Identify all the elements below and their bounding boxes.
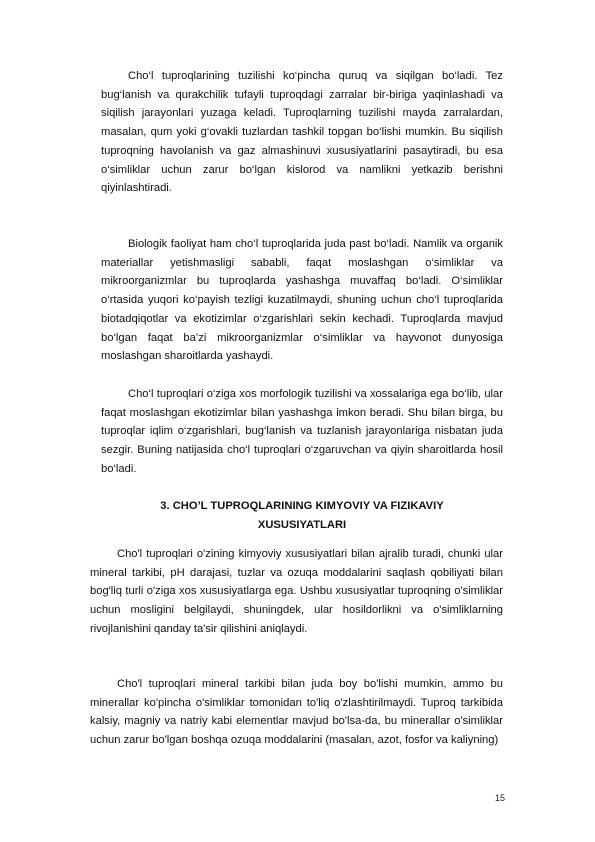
section-heading-line-2: XUSUSIYATLARI [257,518,347,531]
paragraph-morphology-summary: Cho‘l tuproqlari o‘ziga xos morfologik tuzilishi va xossalariga ega bo‘lib, ular faqat moslashgan ekotizimlar bilan yashashga imkon beradi. Shu bilan birga, bu tuproqlar iqlim o‘zgarishlari, bug‘lanish va tuzlanish jarayonlariga nisbatan juda sezgir. Buning natijasida cho‘l tuproqlari o‘zgaruvchan va qiyin sharoitlarda hosil bo‘ladi. [101,388,503,475]
paragraph-mineral-composition: Cho'l tuproqlari mineral tarkibi bilan juda boy bo'lishi mumkin, ammo bu minerallar ko'pincha o'simliklar tomonidan to'liq o'zlashtirilmaydi. Tuproq tarkibida kalsiy, magniy va natriy kabi elementlar mavjud bo'lsa-da, bu minerallar o'simliklar uchun zarur bo'lgan boshqa ozuqa moddalarini (masalan, azot, fosfor va kaliyning) [90,678,503,747]
paragraph-soil-structure: Cho‘l tuproqlarining tuzilishi ko‘pincha quruq va siqilgan bo‘ladi. Tez bug‘lanish va qurakchilik tufayli tuproqdagi zarralar bir-biriga yaqinlashadi va siqilish jarayonlari yuzaga keladi. Tuproqlarning tuzilishi mayda zarralardan, masalan, qum yoki g‘ovakli tuzlardan tashkil topgan bo‘lishi mumkin. Bu siqilish tuproqning havolanish va gaz almashinuvi xususiyatlarini pasaytiradi, bu esa o‘simliklar uchun zarur bo‘lgan kislorod va namlikni yetkazib berishni qiyinlashtiradi. [101,70,503,195]
section-heading-line-1: 3. CHO’L TUPROQLARINING KIMYOVIY VA FIZIKAVIY [160,500,444,512]
page-number: 15 [494,793,505,803]
paragraph-biological-activity: Biologik faoliyat ham cho‘l tuproqlarida juda past bo‘ladi. Namlik va organik materiallar yetishmasligi sababli, faqat moslashgan o‘simliklar va mikroorganizmlar bu tuproqlarda yashashga muvaffaq bo‘ladi. O‘simliklar o‘rtasida yuqori ko‘payish tezligi kuzatilmaydi, shuning uchun cho‘l tuproqlarida biotadqiqotlar va ekotizimlar o‘zgarishlari sekin kechadi. Tuproqlarda mavjud bo‘lgan faqat ba’zi mikroorganizmlar o‘simliklar va hayvonot dunyosiga moslashgan sharoitlarda yashaydi. [101,238,503,363]
paragraph-chemical-properties: Cho'l tuproqlari o'zining kimyoviy xususiyatlari bilan ajralib turadi, chunki ular mineral tarkibi, pH darajasi, tuzlar va ozuqa moddalarini saqlash qobiliyati bilan bog'liq turli o'ziga xos xususiyatlarga ega. Ushbu xususiyatlar tuproqning o'simliklar uchun mosligini belgilaydi, shuningdek, ular hosildorlikni va o'simliklarning rivojlanishini qanday ta'sir qilishini aniqlaydi. [90,548,503,635]
section-heading [101,497,503,534]
